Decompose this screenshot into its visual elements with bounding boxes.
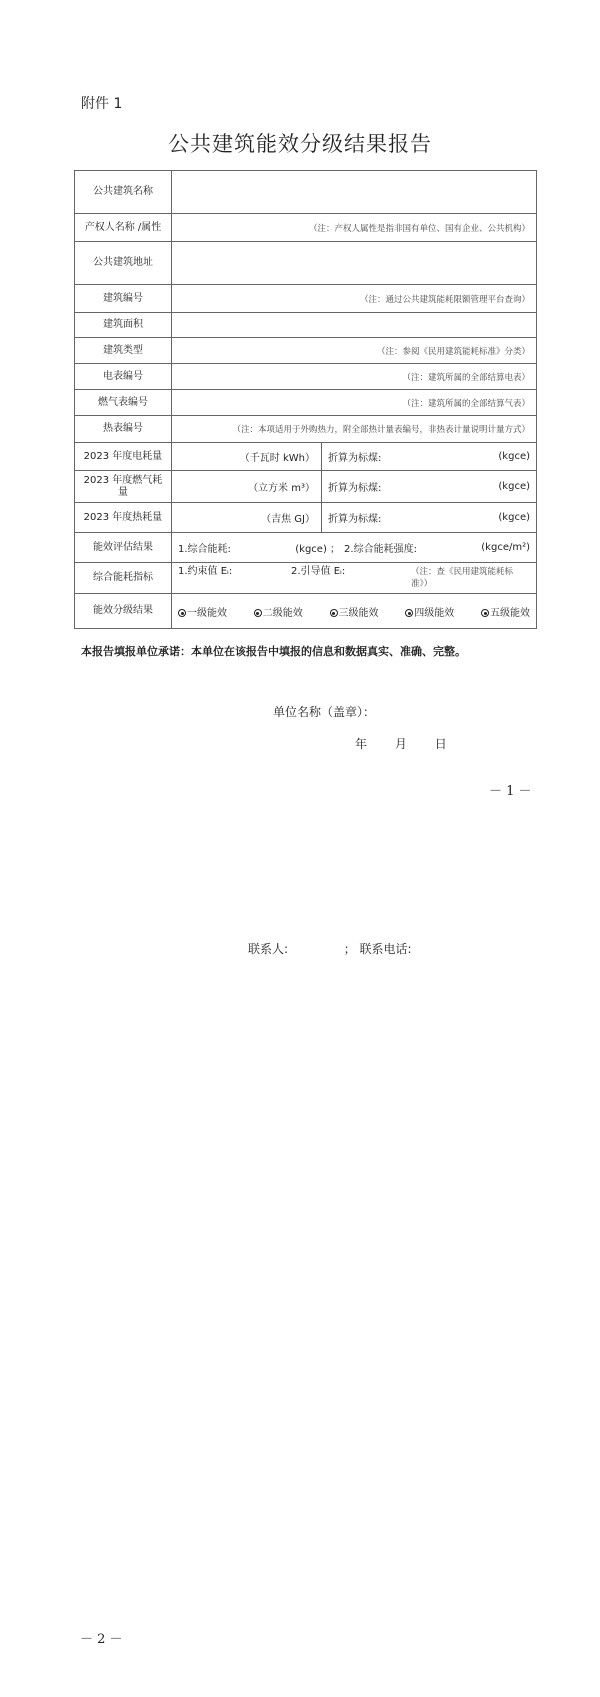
grade-option-3[interactable] bbox=[330, 604, 379, 619]
heat-meter-label: 热表编号 bbox=[75, 416, 172, 443]
gas-unit: （立方米 m³） bbox=[248, 483, 315, 494]
row-gas bbox=[75, 471, 537, 503]
grade-label: 能效分级结果 bbox=[75, 594, 172, 629]
row-address bbox=[75, 242, 537, 285]
page-number-1: － 1 － bbox=[489, 784, 532, 799]
contact-separator: ； bbox=[343, 942, 356, 956]
electricity-convert-label: 折算为标煤: bbox=[328, 453, 382, 464]
unit-name-stamp-label: 单位名称（盖章）： bbox=[273, 705, 376, 719]
gas-field[interactable] bbox=[172, 471, 322, 503]
row-indicator bbox=[75, 563, 537, 594]
date-month: 月 bbox=[394, 737, 407, 751]
contact-line bbox=[248, 940, 412, 957]
gas-meter-label: 燃气表编号 bbox=[75, 390, 172, 416]
evaluation-label: 能效评估结果 bbox=[75, 533, 172, 563]
owner-field[interactable]: （注：产权人属性是指非国有单位、国有企业、公共机构） bbox=[172, 214, 537, 242]
area-label: 建筑面积 bbox=[75, 313, 172, 338]
electricity-convert-field[interactable] bbox=[322, 443, 537, 471]
gas-convert-field[interactable] bbox=[322, 471, 537, 503]
electricity-label: 2023 年度电耗量 bbox=[75, 443, 172, 471]
heat-convert-field[interactable] bbox=[322, 503, 537, 533]
energy-intensity-label: 2.综合能耗强度: bbox=[344, 544, 417, 555]
indicator-label: 综合能耗指标 bbox=[75, 563, 172, 594]
row-owner bbox=[75, 214, 537, 242]
gas-meter-field[interactable]: （注：建筑所属的全部结算气表） bbox=[172, 390, 537, 416]
energy-intensity-unit: (kgce/m²) bbox=[481, 542, 530, 553]
row-heat bbox=[75, 503, 537, 533]
commitment-statement: 本报告填报单位承诺：本单位在该报告中填报的信息和数据真实、准确、完整。 bbox=[81, 645, 466, 658]
electricity-convert-unit: (kgce) bbox=[498, 451, 530, 462]
gas-label: 2023 年度燃气耗量 bbox=[75, 471, 172, 503]
row-evaluation bbox=[75, 533, 537, 563]
report-title: 公共建筑能效分级结果报告 bbox=[168, 132, 432, 156]
heat-unit: （吉焦 GJ） bbox=[261, 514, 315, 525]
electricity-unit: （千瓦时 kWh） bbox=[239, 453, 315, 464]
total-energy-unit: (kgce) ； bbox=[295, 544, 341, 555]
contact-phone-label: 联系电话: bbox=[359, 942, 412, 956]
evaluation-field[interactable] bbox=[172, 533, 537, 563]
row-heat-meter bbox=[75, 416, 537, 443]
date-year: 年 bbox=[355, 737, 368, 751]
address-label: 公共建筑地址 bbox=[75, 242, 172, 285]
contact-person-label: 联系人: bbox=[248, 942, 289, 956]
heat-label: 2023 年度热耗量 bbox=[75, 503, 172, 533]
type-field[interactable]: （注：参阅《民用建筑能耗标准》分类） bbox=[172, 338, 537, 364]
row-building-id bbox=[75, 285, 537, 313]
building-id-field[interactable]: （注：通过公共建筑能耗限额管理平台查询） bbox=[172, 285, 537, 313]
building-name-label: 公共建筑名称 bbox=[75, 171, 172, 214]
row-area bbox=[75, 313, 537, 338]
heat-meter-field[interactable]: （注：本项适用于外购热力，附全部热计量表编号，非热表计量说明计量方式） bbox=[172, 416, 537, 443]
date-day: 日 bbox=[434, 737, 447, 751]
owner-label: 产权人名称 /属性 bbox=[75, 214, 172, 242]
gas-convert-label: 折算为标煤: bbox=[328, 483, 382, 494]
grade-options bbox=[172, 594, 537, 629]
gas-convert-unit: (kgce) bbox=[498, 481, 530, 492]
grade-option-2[interactable] bbox=[254, 604, 303, 619]
grade-option-label: 一级能效 bbox=[187, 607, 227, 619]
indicator-field[interactable] bbox=[172, 563, 537, 594]
area-field[interactable] bbox=[172, 313, 537, 338]
building-id-label: 建筑编号 bbox=[75, 285, 172, 313]
page-number-2: － 2 － bbox=[80, 1632, 123, 1647]
grade-option-1[interactable] bbox=[178, 604, 227, 619]
radio-selected-icon bbox=[330, 609, 338, 617]
row-grade bbox=[75, 594, 537, 629]
row-building-name bbox=[75, 171, 537, 214]
attachment-label: 附件 1 bbox=[81, 96, 123, 112]
radio-selected-icon bbox=[405, 609, 413, 617]
report-form-table bbox=[74, 170, 537, 629]
radio-selected-icon bbox=[178, 609, 186, 617]
row-electric-meter bbox=[75, 364, 537, 390]
date-line bbox=[355, 735, 471, 752]
electricity-field[interactable] bbox=[172, 443, 322, 471]
row-type bbox=[75, 338, 537, 364]
type-label: 建筑类型 bbox=[75, 338, 172, 364]
radio-selected-icon bbox=[481, 609, 489, 617]
address-field[interactable] bbox=[172, 242, 537, 285]
grade-option-label: 四级能效 bbox=[414, 607, 455, 619]
guide-value-label: 2.引导值 Eᵢ: bbox=[291, 566, 346, 577]
electric-meter-label: 电表编号 bbox=[75, 364, 172, 390]
grade-option-5[interactable] bbox=[481, 604, 530, 619]
row-electricity bbox=[75, 443, 537, 471]
heat-field[interactable] bbox=[172, 503, 322, 533]
constraint-value-label: 1.约束值 Eᵢ: bbox=[178, 566, 233, 577]
grade-option-4[interactable] bbox=[405, 604, 454, 619]
building-name-field[interactable] bbox=[172, 171, 537, 214]
total-energy-label: 1.综合能耗: bbox=[178, 544, 231, 555]
grade-option-label: 二级能效 bbox=[262, 607, 303, 619]
indicator-note: （注：查《民用建筑能耗标准》） bbox=[411, 567, 514, 589]
heat-convert-label: 折算为标煤: bbox=[328, 514, 382, 525]
row-gas-meter bbox=[75, 390, 537, 416]
heat-convert-unit: (kgce) bbox=[498, 512, 530, 523]
grade-option-label: 五级能效 bbox=[490, 607, 530, 619]
electric-meter-field[interactable]: （注：建筑所属的全部结算电表） bbox=[172, 364, 537, 390]
radio-selected-icon bbox=[254, 609, 262, 617]
grade-option-label: 三级能效 bbox=[338, 607, 379, 619]
